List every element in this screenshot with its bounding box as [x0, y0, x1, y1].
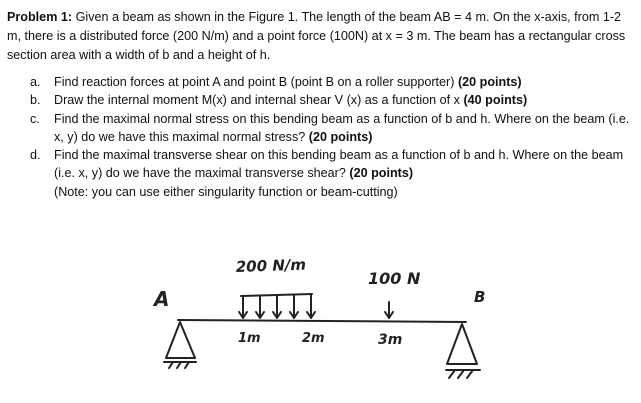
question-d-note: (Note: you can use either singularity function or beam-cutting) [54, 184, 398, 199]
tick-3m: 3m [378, 332, 403, 348]
question-a-points: (20 points) [457, 75, 522, 89]
beam-line [178, 320, 466, 322]
roller-support-b [447, 324, 477, 364]
ground-hatch-b [446, 370, 480, 378]
label-a: A [154, 287, 170, 311]
question-c [30, 110, 635, 147]
question-b-marker: b. [30, 93, 41, 108]
question-list [30, 73, 635, 201]
ground-hatch-a [164, 362, 196, 368]
label-b: B [474, 288, 486, 306]
question-c-points: (20 points) [308, 129, 373, 144]
problem-statement [7, 8, 635, 65]
question-a-text: Find reaction forces at point A and point B (point B on a roller supporter) [54, 75, 455, 89]
question-b [30, 91, 635, 109]
tick-1m: 1m [238, 331, 261, 346]
pin-support-a [166, 322, 195, 358]
beam-figure [0, 240, 641, 403]
question-d-marker: d. [30, 148, 41, 163]
question-b-points: (40 points) [463, 93, 528, 108]
distributed-load-label: 200 N/m [235, 255, 307, 276]
question-c-marker: c. [30, 111, 40, 126]
problem-label: Problem 1: [7, 10, 73, 24]
question-a [30, 73, 635, 91]
question-d-text: Find the maximal transverse shear on this bending beam as a function of b and h. Where on the beam (i.e. x, y) do we have the maximal transverse shear? [54, 148, 624, 181]
question-b-text: Draw the internal moment M(x) and internal shear V (x) as a function of x [54, 93, 460, 108]
question-a-marker: a. [30, 75, 41, 89]
problem-intro-text: Given a beam as shown in the Figure 1. The length of the beam AB = 4 m. On the x-axis, from 1-2 m, there is a distributed force (200 N/m) and a point force (100N) at x = 3 m. The beam has a rectangular cross section area with a width of b and a height of h. [7, 10, 626, 62]
question-d-points: (20 points) [349, 166, 414, 181]
tick-2m: 2m [302, 331, 325, 346]
question-d [30, 146, 635, 201]
question-c-text: Find the maximal normal stress on this bending beam as a function of b and h. Where on the beam (i.e. x, y) do we have this maximal normal stress? [54, 111, 630, 144]
point-load-label: 100 N [368, 269, 421, 288]
